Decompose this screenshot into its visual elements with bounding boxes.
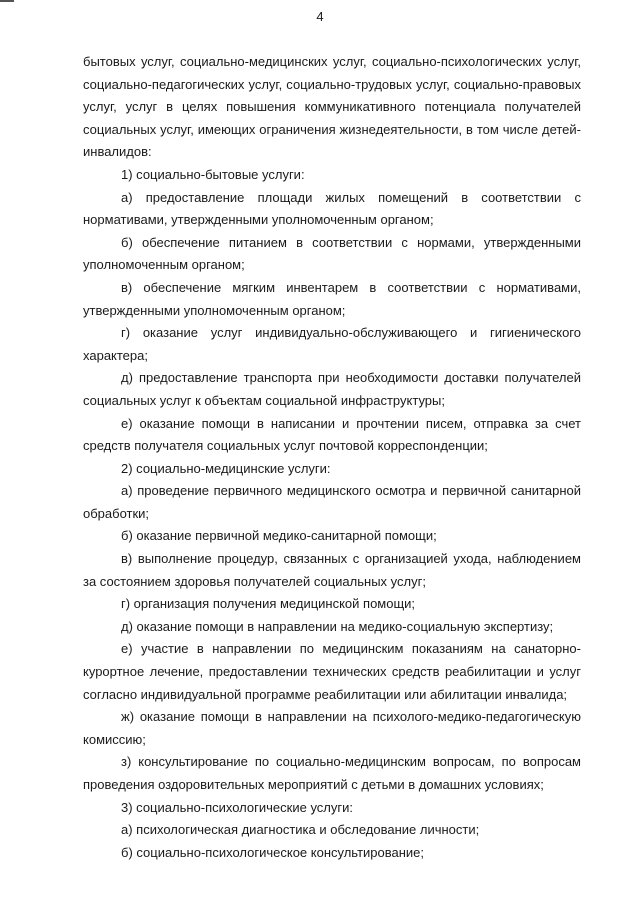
paragraph: е) оказание помощи в написании и прочтении писем, отправка за счет средств получателя социальных услуг почтовой корреспонденции; [83, 415, 581, 454]
paragraph: а) предоставление площади жилых помещений в соответствии с нормативами, утвержденными уполномоченным органом; [83, 189, 581, 228]
paragraph: з) консультирование по социально-медицинским вопросам, по вопросам проведения оздоровительных мероприятий с детьми в домашних условиях; [83, 754, 581, 792]
paragraph: б) обеспечение питанием в соответствии с нормами, утвержденными уполномоченным органом; [83, 234, 581, 273]
paragraph: в) выполнение процедур, связанных с организацией ухода, наблюдением за состоянием здоровья получателей социальных услуг; [83, 551, 581, 589]
paragraph: а) проведение первичного медицинского осмотра и первичной санитарной обработки; [83, 483, 581, 521]
paragraph: е) участие в направлении по медицинским показаниям на санаторно-курортное лечение, предоставлении технических средств реабилитации и услуг согласно индивидуальной программе реабилитации или абилитации инвалида; [83, 641, 581, 702]
scan-corner-mark [0, 0, 14, 2]
paragraph: д) оказание помощи в направлении на медико-социальную экспертизу; [121, 618, 554, 634]
document-body [83, 51, 581, 864]
paragraph: ж) оказание помощи в направлении на психолого-медико-педагогическую комиссию; [83, 709, 581, 747]
paragraph: в) обеспечение мягким инвентарем в соответствии с нормативами, утвержденными уполномоченным органом; [83, 279, 581, 318]
paragraph: 3) социально-психологические услуги: [121, 799, 353, 815]
paragraph: 1) социально-бытовые услуги: [121, 166, 305, 182]
paragraph: б) социально-психологическое консультирование; [121, 844, 425, 860]
paragraph: бытовых услуг, социально-медицинских услуг, социально-психологических услуг, социально-педагогических услуг, социально-трудовых услуг, социально-правовых услуг, услуг в целях повышения коммуникативного потенциала получателей социальных услуг, имеющих ограничения жизнедеятельности, в том числе детей-инвалидов: [83, 54, 581, 160]
paragraph: а) психологическая диагностика и обследование личности; [121, 822, 480, 838]
paragraph: г) организация получения медицинской помощи; [121, 596, 416, 612]
page-number: 4 [316, 9, 324, 24]
paragraph: д) предоставление транспорта при необходимости доставки получателей социальных услуг к объектам социальной инфраструктуры; [83, 370, 581, 408]
paragraph: г) оказание услуг индивидуально-обслуживающего и гигиенического характера; [83, 325, 581, 363]
paragraph: б) оказание первичной медико-санитарной помощи; [121, 528, 437, 544]
paragraph: 2) социально-медицинские услуги: [121, 460, 331, 476]
